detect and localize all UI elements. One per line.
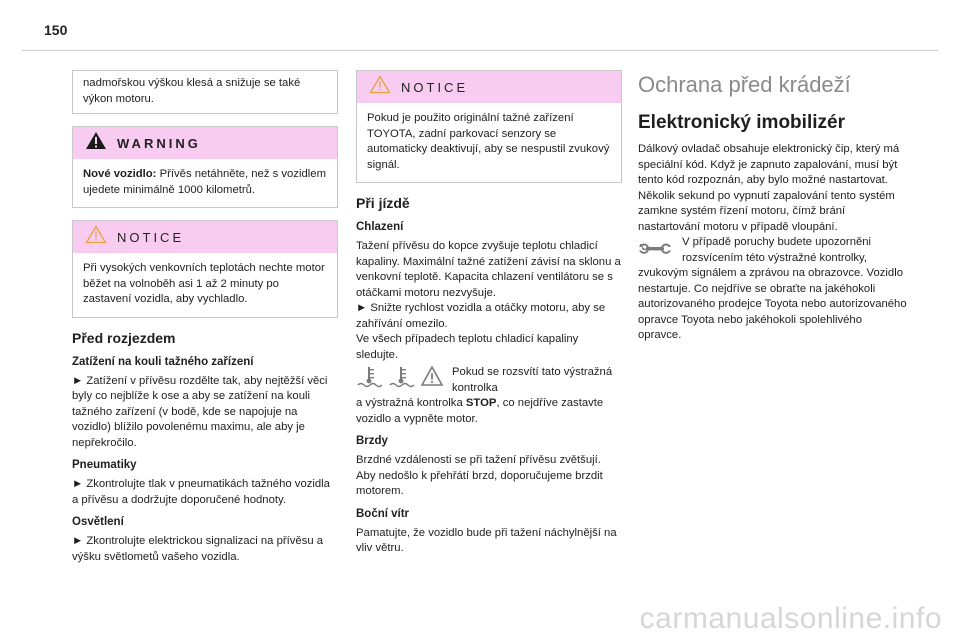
warning-triangle-icon (420, 365, 444, 394)
section-title-while-driving: Při jízdě (356, 195, 410, 211)
warning-header (73, 127, 337, 159)
column-left (72, 70, 338, 565)
coolant-warning-row (356, 365, 622, 396)
chapter-title: Ochrana před krádeží (638, 72, 851, 97)
paragraph-cooling-2: ► Snižte rychlost vozidla a otáčky motoru, aby se zahřívání omezilo. (356, 302, 606, 330)
subheading-tow-load: Zatížení na kouli tažného zařízení (72, 355, 254, 368)
subheading-brakes: Brzdy (356, 435, 388, 447)
paragraph-immobiliser-3: V případě poruchy budete upozorněni rozsvícením této výstražné kontrolky, (682, 236, 872, 264)
paragraph-cooling-1: Tažení přívěsu do kopce zvyšuje teplotu chladicí kapaliny. Maximální tažné zatížení závisí na sklonu a venkovní teplotě. Kapacita chlazení ventilátoru se s otáčkami motoru nezvyšuje. (356, 240, 621, 299)
warning-icon (85, 131, 107, 155)
notice-icon (85, 225, 107, 249)
section-title-before-departure: Před rozjezdem (72, 329, 176, 346)
subheading-tyres: Pneumatiky (72, 459, 137, 471)
warning-body: Přívěs netáhněte, než s vozidlem ujedete minimálně 1000 kilometrů. (83, 168, 326, 196)
paragraph-cooling-stop (356, 396, 622, 427)
warning-title: WARNING (117, 135, 201, 151)
intro-box (72, 70, 338, 114)
notice-box-2 (356, 70, 622, 183)
paragraph-tyres: ► Zkontrolujte tlak v pneumatikách tažného vozidla a přívěsu a dodržujte doporučené hodnoty. (72, 478, 330, 506)
coolant-temperature-icon (388, 365, 414, 394)
header-divider (22, 50, 938, 51)
notice-title: NOTICE (117, 229, 185, 245)
column-right (638, 70, 908, 344)
coolant-temperature-icon (356, 365, 382, 394)
paragraph-lighting: ► Zkontrolujte elektrickou signalizaci na přívěsu a výšku světlometů vašeho vozidla. (72, 535, 324, 563)
paragraph-immobiliser-1: Dálkový ovladač obsahuje elektronický čip, který má speciální kód. Když je zapnuto zapalování, musí být tento kód rozpoznán, aby bylo možné nastartovat. (638, 143, 900, 186)
warning-text (83, 167, 327, 198)
subheading-cooling: Chlazení (356, 221, 404, 233)
stop-suffix: , co nejdříve zastavte vozidlo a vypněte motor. (356, 397, 604, 425)
notice-title-2: NOTICE (401, 79, 469, 95)
page-number: 150 (44, 22, 68, 38)
wrench-icon (638, 235, 682, 264)
notice-box (72, 220, 338, 318)
warning-box (72, 126, 338, 208)
paragraph-immobiliser-4: zvukovým signálem a zprávou na obrazovce. Vozidlo nestartuje. Co nejdříve se obraťte na jakéhokoli autorizovaného prodejce Toyota nebo autorizovaného opravce Toyota nebo jakéhokoli spolehlivého opravce. (638, 267, 907, 341)
paragraph-immobiliser-2: Několik sekund po vypnutí zapalování tento systém zamkne systém řízení motoru, čímž brání nastartování motoru v případě vloupání. (638, 189, 895, 233)
notice-header-2 (357, 71, 621, 103)
paragraph-tow-load: ► Zatížení v přívěsu rozdělte tak, aby nejtěžší věci byly co nejblíže k ose a aby se zatížení na kouli tažného zařízení (v bodě, kde se napojuje na vozidlo) blížilo povolenému maximu, ale aby je nepřekročilo. (72, 374, 328, 449)
paragraph-brakes: Brzdné vzdálenosti se při tažení přívěsu zvětšují. Aby nedošlo k přehřátí brzd, doporučujeme brzdit motorem. (356, 454, 603, 497)
stop-label: STOP (465, 397, 497, 409)
immobiliser-fault-row (638, 235, 908, 266)
intro-text: nadmořskou výškou klesá a snižuje se také výkon motoru. (83, 77, 301, 105)
paragraph-crosswind: Pamatujte, že vozidlo bude při tažení náchylnější na vliv větru. (356, 526, 617, 554)
subheading-crosswind: Boční vítr (356, 507, 410, 520)
notice-text-2: Pokud je použito originální tažné zařízení TOYOTA, zadní parkovací senzory se automaticky deaktivují, aby se nespustil zvukový signál. (367, 112, 610, 171)
paragraph-cooling-3: Ve všech případech teplotu chladicí kapaliny sledujte. (356, 333, 579, 361)
notice-text: Při vysokých venkovních teplotách nechte motor běžet na volnoběh asi 1 až 2 minuty po zastavení vozidla, aby vychladlo. (83, 262, 325, 305)
column-middle (356, 70, 622, 557)
stop-prefix: a výstražná kontrolka (356, 397, 466, 409)
coolant-icon-text: Pokud se rozsvítí tato výstražná kontrolka (452, 366, 613, 394)
notice-icon (369, 75, 391, 99)
section-title-immobiliser: Elektronický imobilizér (638, 112, 845, 133)
subheading-lighting: Osvětlení (72, 516, 124, 528)
notice-header (73, 221, 337, 253)
watermark: carmanualsonline.info (639, 602, 942, 635)
warning-label: Nové vozidlo: (83, 168, 157, 180)
